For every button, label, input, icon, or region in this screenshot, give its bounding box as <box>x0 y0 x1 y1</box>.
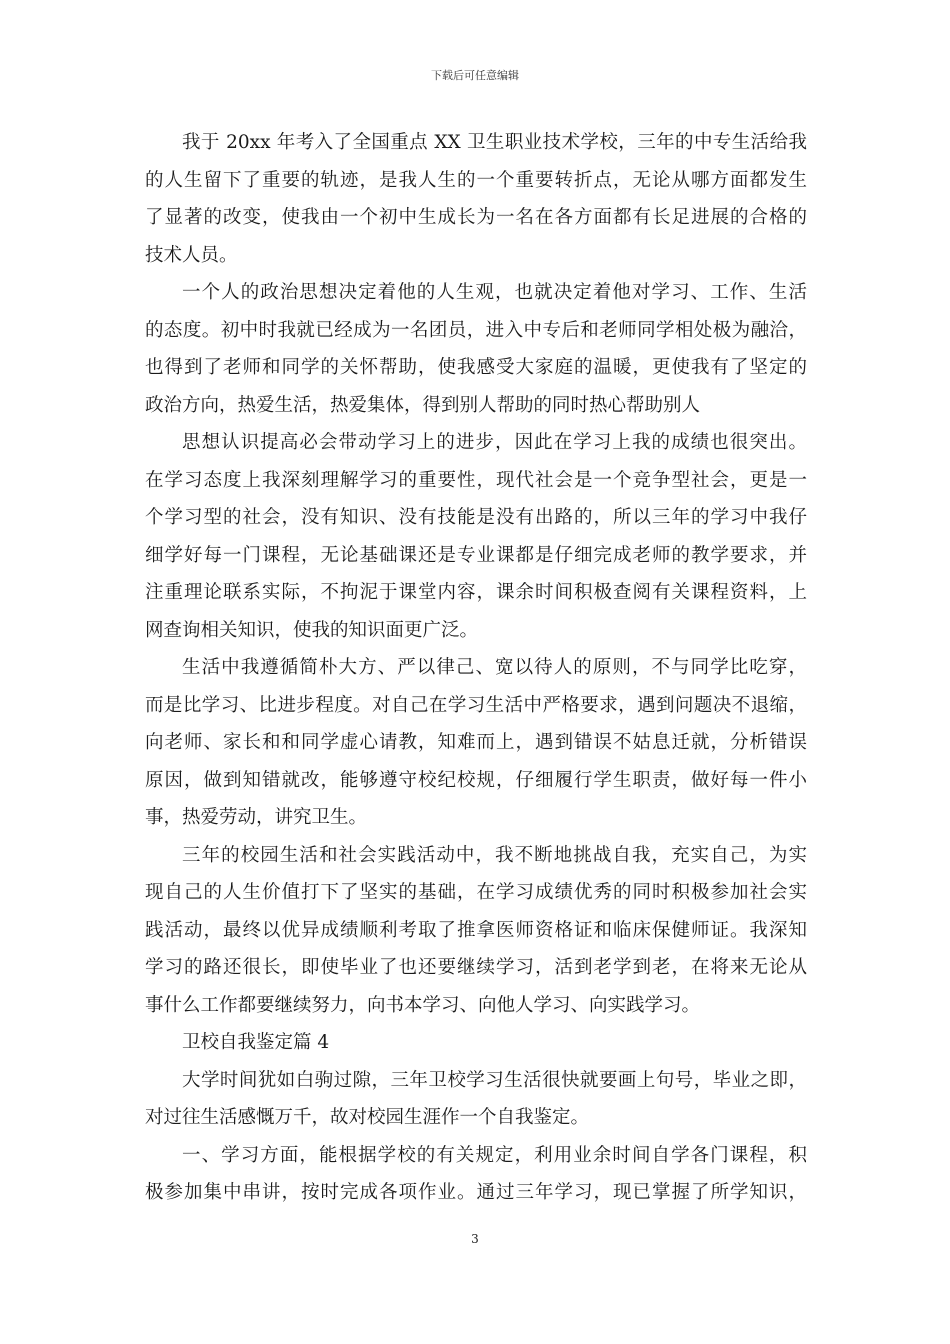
text-line: 政治方向，热爱生活，热爱集体，得到别人帮助的同时热心帮助别人 <box>145 394 701 416</box>
paragraph <box>145 424 807 649</box>
text-line: 技术人员。 <box>145 244 238 266</box>
text-line: 事什么工作都要继续努力，向书本学习、向他人学习、向实践学习。 <box>145 994 701 1016</box>
text-line: 践活动，最终以优异成绩顺利考取了推拿医师资格证和临床保健师证。我深知 <box>145 919 807 941</box>
text-line: 也得到了老师和同学的关怀帮助，使我感受大家庭的温暖，更使我有了坚定的 <box>145 357 807 378</box>
paragraph <box>145 124 807 274</box>
text-line: 的态度。初中时我就已经成为一名团员，进入中专后和老师同学相处极为融洽， <box>145 319 807 341</box>
heading-text: 卫校自我鉴定篇 4 <box>182 1032 330 1053</box>
text-line: 了显著的改变，使我由一个初中生成长为一名在各方面都有长足进展的合格的 <box>145 207 807 228</box>
text-line: 一、学习方面，能根据学校的有关规定，利用业余时间自学各门课程，积 <box>182 1144 807 1166</box>
text-line: 细学好每一门课程，无论基础课还是专业课都是仔细完成老师的教学要求，并 <box>145 544 807 566</box>
text-line: 现自己的人生价值打下了坚实的基础，在学习成绩优秀的同时积极参加社会实 <box>145 882 807 903</box>
paragraph <box>145 837 807 1025</box>
paragraph <box>145 274 807 424</box>
text-line: 大学时间犹如白驹过隙，三年卫校学习生活很快就要画上句号，毕业之即， <box>182 1069 807 1091</box>
document-body <box>145 124 807 1212</box>
text-line: 原因，做到知错就改，能够遵守校纪校规，仔细履行学生职责，做好每一件小 <box>145 769 807 791</box>
text-line: 而是比学习、比进步程度。对自己在学习生活中严格要求，遇到问题决不退缩， <box>145 694 807 716</box>
page-number: 3 <box>471 1232 479 1246</box>
paragraph <box>145 649 807 837</box>
paragraph <box>145 1062 807 1137</box>
text-line: 学习的路还很长，即使毕业了也还要继续学习，活到老学到老，在将来无论从 <box>145 957 807 978</box>
text-line: 极参加集中串讲，按时完成各项作业。通过三年学习，现已掌握了所学知识， <box>145 1182 807 1203</box>
text-line: 的人生留下了重要的轨迹，是我人生的一个重要转折点，无论从哪方面都发生 <box>145 169 807 191</box>
text-line: 网查询相关知识，使我的知识面更广泛。 <box>145 619 479 641</box>
text-line: 个学习型的社会，没有知识、没有技能是没有出路的，所以三年的学习中我仔 <box>145 507 807 528</box>
text-line: 生活中我遵循简朴大方、严以律己、宽以待人的原则，不与同学比吃穿， <box>182 657 807 678</box>
text-line: 注重理论联系实际，不拘泥于课堂内容，课余时间积极查阅有关课程资料，上 <box>145 582 807 603</box>
text-line: 一个人的政治思想决定着他的人生观，也就决定着他对学习、工作、生活 <box>182 282 807 303</box>
paragraph <box>145 1137 807 1212</box>
text-line: 在学习态度上我深刻理解学习的重要性，现代社会是一个竞争型社会，更是一 <box>145 469 807 491</box>
text-line: 我于 20xx 年考入了全国重点 XX 卫生职业技术学校，三年的中专生活给我 <box>182 132 807 153</box>
text-line: 对过往生活感慨万千，故对校园生涯作一个自我鉴定。 <box>145 1107 590 1128</box>
text-line: 事，热爱劳动，讲究卫生。 <box>145 807 368 828</box>
section-heading <box>145 1024 807 1062</box>
text-line: 思想认识提高必会带动学习上的进步，因此在学习上我的成绩也很突出。 <box>182 432 807 453</box>
page-header: 下载后可任意编辑 <box>431 69 519 82</box>
text-line: 向老师、家长和和同学虚心请教，知难而上，遇到错误不姑息迁就，分析错误 <box>145 732 807 753</box>
text-line: 三年的校园生活和社会实践活动中，我不断地挑战自我，充实自己，为实 <box>182 844 807 866</box>
